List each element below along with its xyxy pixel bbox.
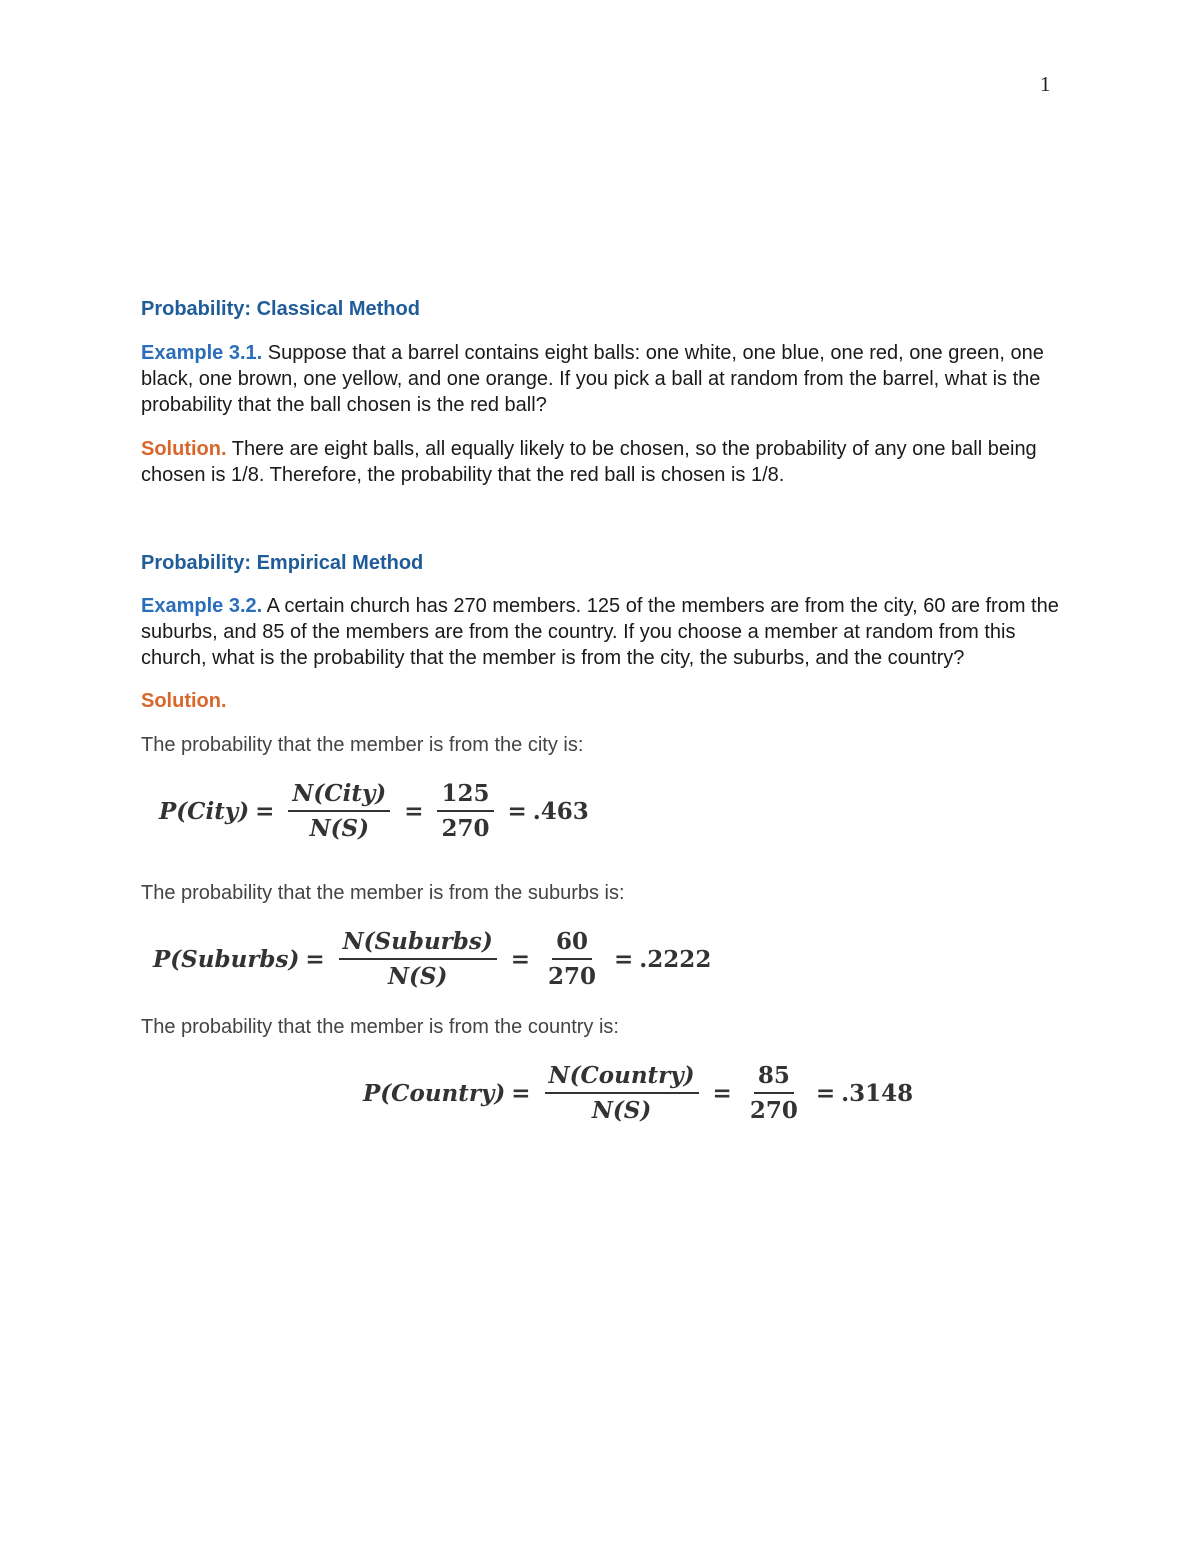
- formula-suburbs-value-denominator: 270: [548, 963, 597, 990]
- equals-sign: =: [255, 797, 275, 825]
- formula-suburbs-value-fraction: [544, 928, 600, 990]
- suburbs-intro: The probability that the member is from the suburbs is:: [141, 882, 625, 904]
- formula-suburbs-value-numerator: 60: [552, 928, 592, 960]
- solution-3-1-label: Solution.: [141, 438, 227, 460]
- equals-sign: =: [614, 945, 634, 973]
- formula-suburbs-denominator: N(S): [387, 963, 448, 990]
- example-3-2-label: Example 3.2.: [141, 595, 263, 617]
- formula-city-value-fraction: [437, 780, 493, 842]
- example-3-2-text: A certain church has 270 members. 125 of the members are from the city, 60 are from the suburbs, and 85 of the members are from the country. If you choose a member at random from this church, what is the probability that the member is from the city, the suburbs, and the country?: [141, 595, 1059, 669]
- country-intro: The probability that the member is from the country is:: [141, 1016, 619, 1038]
- formula-city-result: .463: [532, 797, 589, 825]
- document-body: [141, 296, 1061, 1124]
- formula-city-lhs: P(City): [159, 797, 250, 825]
- formula-suburbs-fraction: [339, 928, 497, 990]
- solution-3-1: [141, 436, 1061, 488]
- equals-sign: =: [507, 797, 527, 825]
- formula-country-numerator: N(Country): [545, 1062, 699, 1094]
- equals-sign: =: [510, 945, 530, 973]
- formula-country-value-fraction: [746, 1062, 802, 1124]
- page-number: 1: [1040, 72, 1051, 96]
- equals-sign: =: [305, 945, 325, 973]
- city-intro: The probability that the member is from the city is:: [141, 734, 584, 756]
- formula-country-lhs: P(Country): [363, 1079, 506, 1107]
- solution-3-2-label: Solution.: [141, 690, 227, 712]
- formula-country-result: .3148: [841, 1079, 914, 1107]
- formula-suburbs-result: .2222: [639, 945, 712, 973]
- formula-country-denominator: N(S): [591, 1097, 652, 1124]
- example-3-2: [141, 593, 1061, 671]
- empirical-heading: Probability: Empirical Method: [141, 552, 424, 574]
- example-3-1: [141, 340, 1061, 418]
- formula-suburbs-numerator: N(Suburbs): [339, 928, 497, 960]
- example-3-1-label: Example 3.1.: [141, 342, 263, 364]
- formula-city-value-numerator: 125: [437, 780, 493, 812]
- formula-city-fraction: [288, 780, 390, 842]
- formula-suburbs-lhs: P(Suburbs): [153, 945, 300, 973]
- solution-3-1-text: There are eight balls, all equally likely to be chosen, so the probability of any one ball being chosen is 1/8. Therefore, the probability that the red ball is chosen is 1/8.: [141, 438, 1037, 486]
- equals-sign: =: [815, 1079, 836, 1107]
- formula-country-fraction: [545, 1062, 699, 1124]
- solution-3-2-label-line: [141, 688, 1061, 714]
- equals-sign: =: [511, 1079, 531, 1107]
- formula-country-value-denominator: 270: [749, 1097, 798, 1124]
- classical-heading: Probability: Classical Method: [141, 298, 420, 320]
- formula-suburbs: [153, 928, 1061, 990]
- formula-city-value-denominator: 270: [441, 815, 490, 842]
- formula-country: [363, 1062, 1061, 1124]
- formula-city-numerator: N(City): [288, 780, 390, 812]
- formula-country-value-numerator: 85: [754, 1062, 794, 1094]
- equals-sign: =: [712, 1079, 732, 1107]
- formula-city: [159, 780, 1061, 842]
- example-3-1-text: Suppose that a barrel contains eight balls: one white, one blue, one red, one green, one black, one brown, one yellow, and one orange. If you pick a ball at random from the barrel, what is the probability that the ball chosen is the red ball?: [141, 342, 1044, 416]
- equals-sign: =: [404, 797, 424, 825]
- formula-city-denominator: N(S): [309, 815, 369, 842]
